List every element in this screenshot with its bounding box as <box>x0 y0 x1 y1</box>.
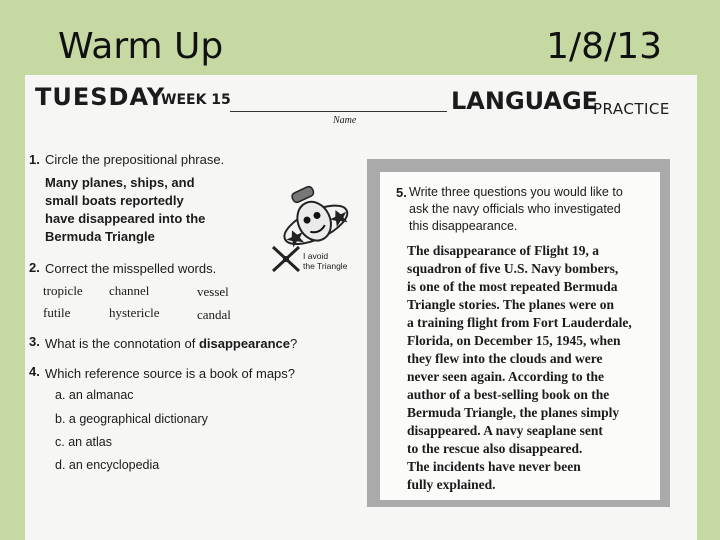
q5-passage-line: disappeared. A navy seaplane sent <box>407 423 603 438</box>
q5-passage-line: Florida, on December 15, 1945, when <box>407 333 621 348</box>
q3-prompt-keyword: disappearance <box>198 336 290 351</box>
q5-passage-line: The disappearance of Flight 19, a <box>407 243 600 258</box>
q5-prompt-line: this disappearance. <box>409 219 518 233</box>
q4-option: c. an atlas <box>55 435 112 449</box>
q2-word: hystericle <box>109 305 160 320</box>
q5-passage-line: a training flight from Fort Lauderdale, <box>407 315 632 330</box>
name-label: Name <box>333 115 357 126</box>
q5-passage-line: Bermuda Triangle, the planes simply <box>407 405 620 420</box>
q1-sentence-line: small boats reportedly <box>45 193 184 208</box>
q5-prompt-line: ask the navy officials who investigated <box>409 202 621 216</box>
plane-caption-line: the Triangle <box>303 261 348 271</box>
q5-passage-line: to the rescue also disappeared. <box>407 441 583 456</box>
slide-title: Warm Up <box>58 26 224 67</box>
q3-number: 3. <box>29 334 40 349</box>
q1-prompt: Circle the prepositional phrase. <box>45 152 225 167</box>
worksheet-day: TUESDAY <box>35 83 166 111</box>
worksheet-week: WEEK 15 <box>161 92 231 108</box>
q2-word: channel <box>109 283 150 298</box>
q5-passage-line: never seen again. According to the <box>407 369 604 384</box>
name-line <box>230 111 447 112</box>
q2-word: futile <box>43 305 71 320</box>
q3-prompt <box>45 336 297 351</box>
q2-word: candal <box>197 307 231 322</box>
q3-prompt-end: ? <box>289 336 298 351</box>
q5-passage-line: author of a best-selling book on the <box>407 387 610 402</box>
q4-prompt: Which reference source is a book of maps? <box>45 366 296 381</box>
worksheet <box>25 75 697 540</box>
q4-number: 4. <box>29 364 40 379</box>
subject-practice: PRACTICE <box>593 100 670 118</box>
q2-word: tropicle <box>43 283 83 298</box>
q4-option: a. an almanac <box>55 388 134 402</box>
q5-prompt-line: Write three questions you would like to <box>409 185 623 199</box>
q5-passage-line: is one of the most repeated Bermuda <box>407 279 618 294</box>
q5-passage-line: fully explained. <box>407 477 496 492</box>
q5-passage-line: they flew into the clouds and were <box>407 351 603 366</box>
q1-sentence-line: Bermuda Triangle <box>45 229 155 244</box>
q5-passage-line: Triangle stories. The planes were on <box>407 297 614 312</box>
q2-word: vessel <box>197 284 229 299</box>
q3-prompt-text: What is the connotation of <box>45 336 199 351</box>
subject-language: LANGUAGE <box>451 87 599 115</box>
q5-passage-line: The incidents have never been <box>407 459 581 474</box>
plane-caption <box>303 251 347 271</box>
q1-number: 1. <box>29 152 40 167</box>
q5-passage-line: squadron of five U.S. Navy bombers, <box>407 261 619 276</box>
slide-date: 1/8/13 <box>546 26 662 67</box>
q4-option: b. a geographical dictionary <box>55 412 208 426</box>
q1-sentence-line: Many planes, ships, and <box>45 175 195 190</box>
q2-number: 2. <box>29 260 40 275</box>
q2-prompt: Correct the misspelled words. <box>45 261 217 276</box>
plane-caption-line: I avoid <box>303 251 329 261</box>
q4-option: d. an encyclopedia <box>55 458 160 472</box>
q1-sentence-line: have disappeared into the <box>45 211 206 226</box>
q5-number: 5. <box>396 185 407 200</box>
